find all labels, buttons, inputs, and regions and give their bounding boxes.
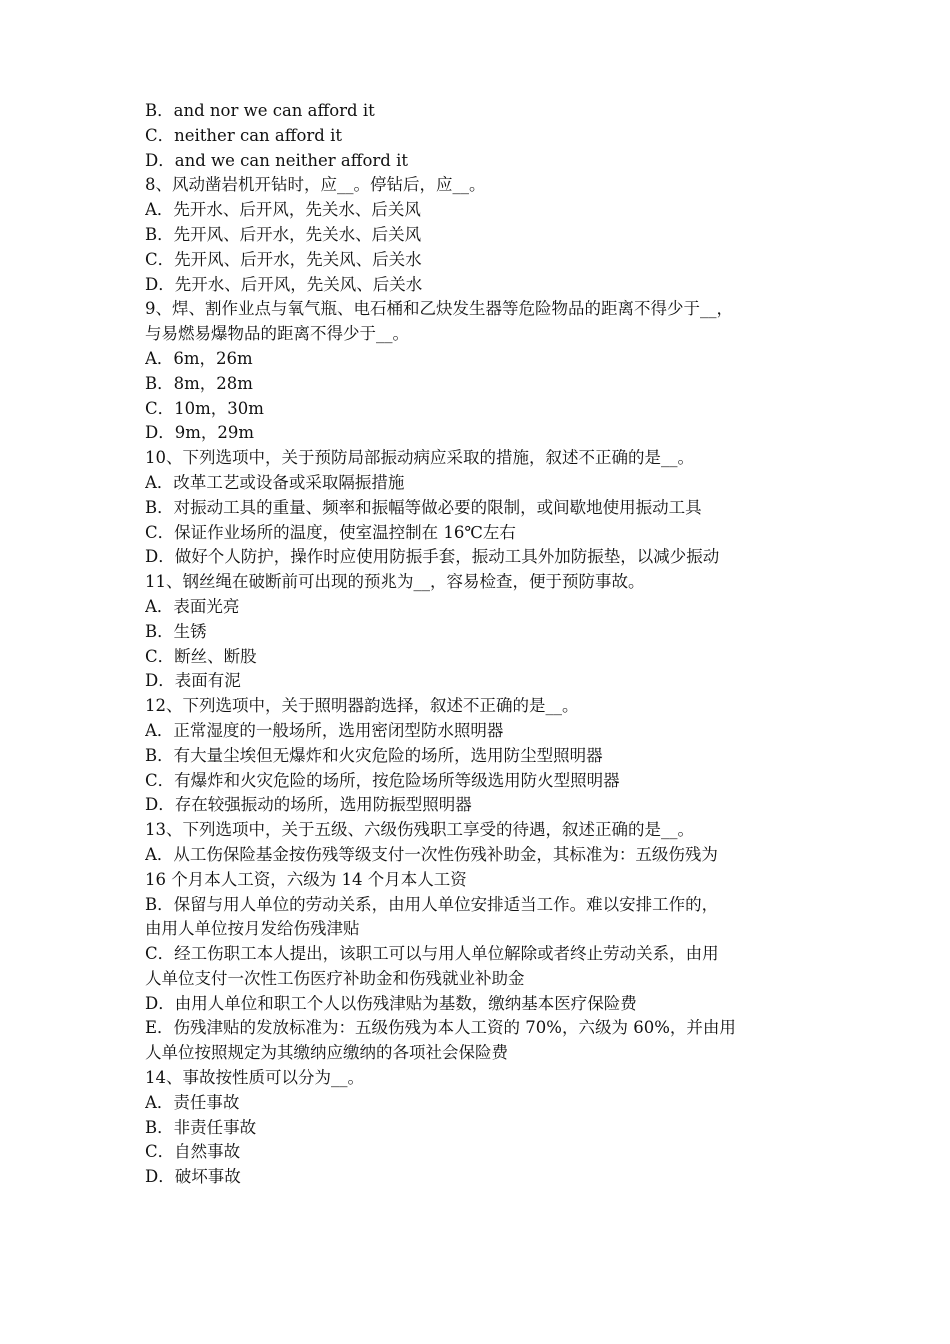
text-line: A．6m，26m [145, 348, 253, 368]
text-line: A．正常湿度的一般场所，选用密闭型防水照明器 [145, 720, 504, 740]
text-line: 10、下列选项中，关于预防局部振动病应采取的措施，叙述不正确的是__。 [145, 448, 694, 468]
text-line: 人单位支付一次性工伤医疗补助金和伤残就业补助金 [145, 968, 525, 988]
text-line: C．经工伤职工本人提出，该职工可以与用人单位解除或者终止劳动关系，由用 [145, 944, 719, 964]
text-line: 16 个月本人工资，六级为 14 个月本人工资 [145, 869, 467, 889]
text-line: D．由用人单位和职工个人以伤残津贴为基数，缴纳基本医疗保险费 [145, 993, 637, 1013]
text-line: C．保证作业场所的温度，使室温控制在 16℃左右 [145, 522, 516, 542]
text-line: A．从工伤保险基金按伤残等级支付一次性伤残补助金，其标准为：五级伤残为 [145, 844, 718, 864]
text-line: D．破坏事故 [145, 1167, 241, 1187]
text-line: 由用人单位按月发给伤残津贴 [145, 919, 360, 939]
text-line: D．先开水、后开风，先关风、后关水 [145, 274, 423, 294]
text-line: C．neither can afford it [145, 125, 342, 145]
text-line: B．8m，28m [145, 373, 253, 393]
text-line: C．有爆炸和火灾危险的场所，按危险场所等级选用防火型照明器 [145, 770, 620, 790]
text-line: C．自然事故 [145, 1142, 241, 1162]
text-line: A．先开水、后开风，先关水、后关风 [145, 200, 421, 220]
text-line: A．表面光亮 [145, 596, 240, 616]
text-line: B．非责任事故 [145, 1117, 257, 1137]
text-line: B．先开风、后开水，先关水、后关风 [145, 224, 422, 244]
text-line: B．生锈 [145, 621, 207, 641]
document-page [145, 99, 817, 1190]
text-line: 8、风动凿岩机开钻时，应__。停钻后，应__。 [145, 175, 486, 195]
text-line: D．and we can neither afford it [145, 150, 409, 170]
text-line: 人单位按照规定为其缴纳应缴纳的各项社会保险费 [145, 1043, 508, 1063]
text-line: 9、焊、割作业点与氧气瓶、电石桶和乙炔发生器等危险物品的距离不得少于__， [145, 299, 733, 319]
text-line: 13、下列选项中，关于五级、六级伤残职工享受的待遇，叙述正确的是__。 [145, 820, 694, 840]
text-line: 11、钢丝绳在破断前可出现的预兆为__，容易检查，便于预防事故。 [145, 572, 645, 592]
text-line: B．对振动工具的重量、频率和振幅等做必要的限制，或间歇地使用振动工具 [145, 497, 702, 517]
text-line: D．9m，29m [145, 423, 255, 443]
text-line: C．10m，30m [145, 398, 264, 418]
text-line: B．有大量尘埃但无爆炸和火灾危险的场所，选用防尘型照明器 [145, 745, 603, 765]
text-line: A．改革工艺或设备或采取隔振措施 [145, 472, 405, 492]
text-line: E．伤残津贴的发放标准为：五级伤残为本人工资的 70%，六级为 60%，并由用 [145, 1018, 736, 1038]
text-line: 与易燃易爆物品的距离不得少于__。 [145, 324, 409, 344]
text-line: B．保留与用人单位的劳动关系，由用人单位安排适当工作。难以安排工作的， [145, 894, 719, 914]
text-line: B．and nor we can afford it [145, 101, 375, 120]
text-line: A．责任事故 [145, 1092, 240, 1112]
text-line: D．存在较强振动的场所，选用防振型照明器 [145, 795, 472, 815]
text-line: D．做好个人防护，操作时应使用防振手套，振动工具外加防振垫，以减少振动 [145, 547, 720, 567]
text-line: 14、事故按性质可以分为__。 [145, 1068, 364, 1088]
text-line: 12、下列选项中，关于照明器韵选择，叙述不正确的是__。 [145, 696, 579, 716]
text-line: D．表面有泥 [145, 671, 241, 691]
text-line: C．先开风、后开水，先关风、后关水 [145, 249, 422, 269]
text-line: C．断丝、断股 [145, 646, 257, 666]
